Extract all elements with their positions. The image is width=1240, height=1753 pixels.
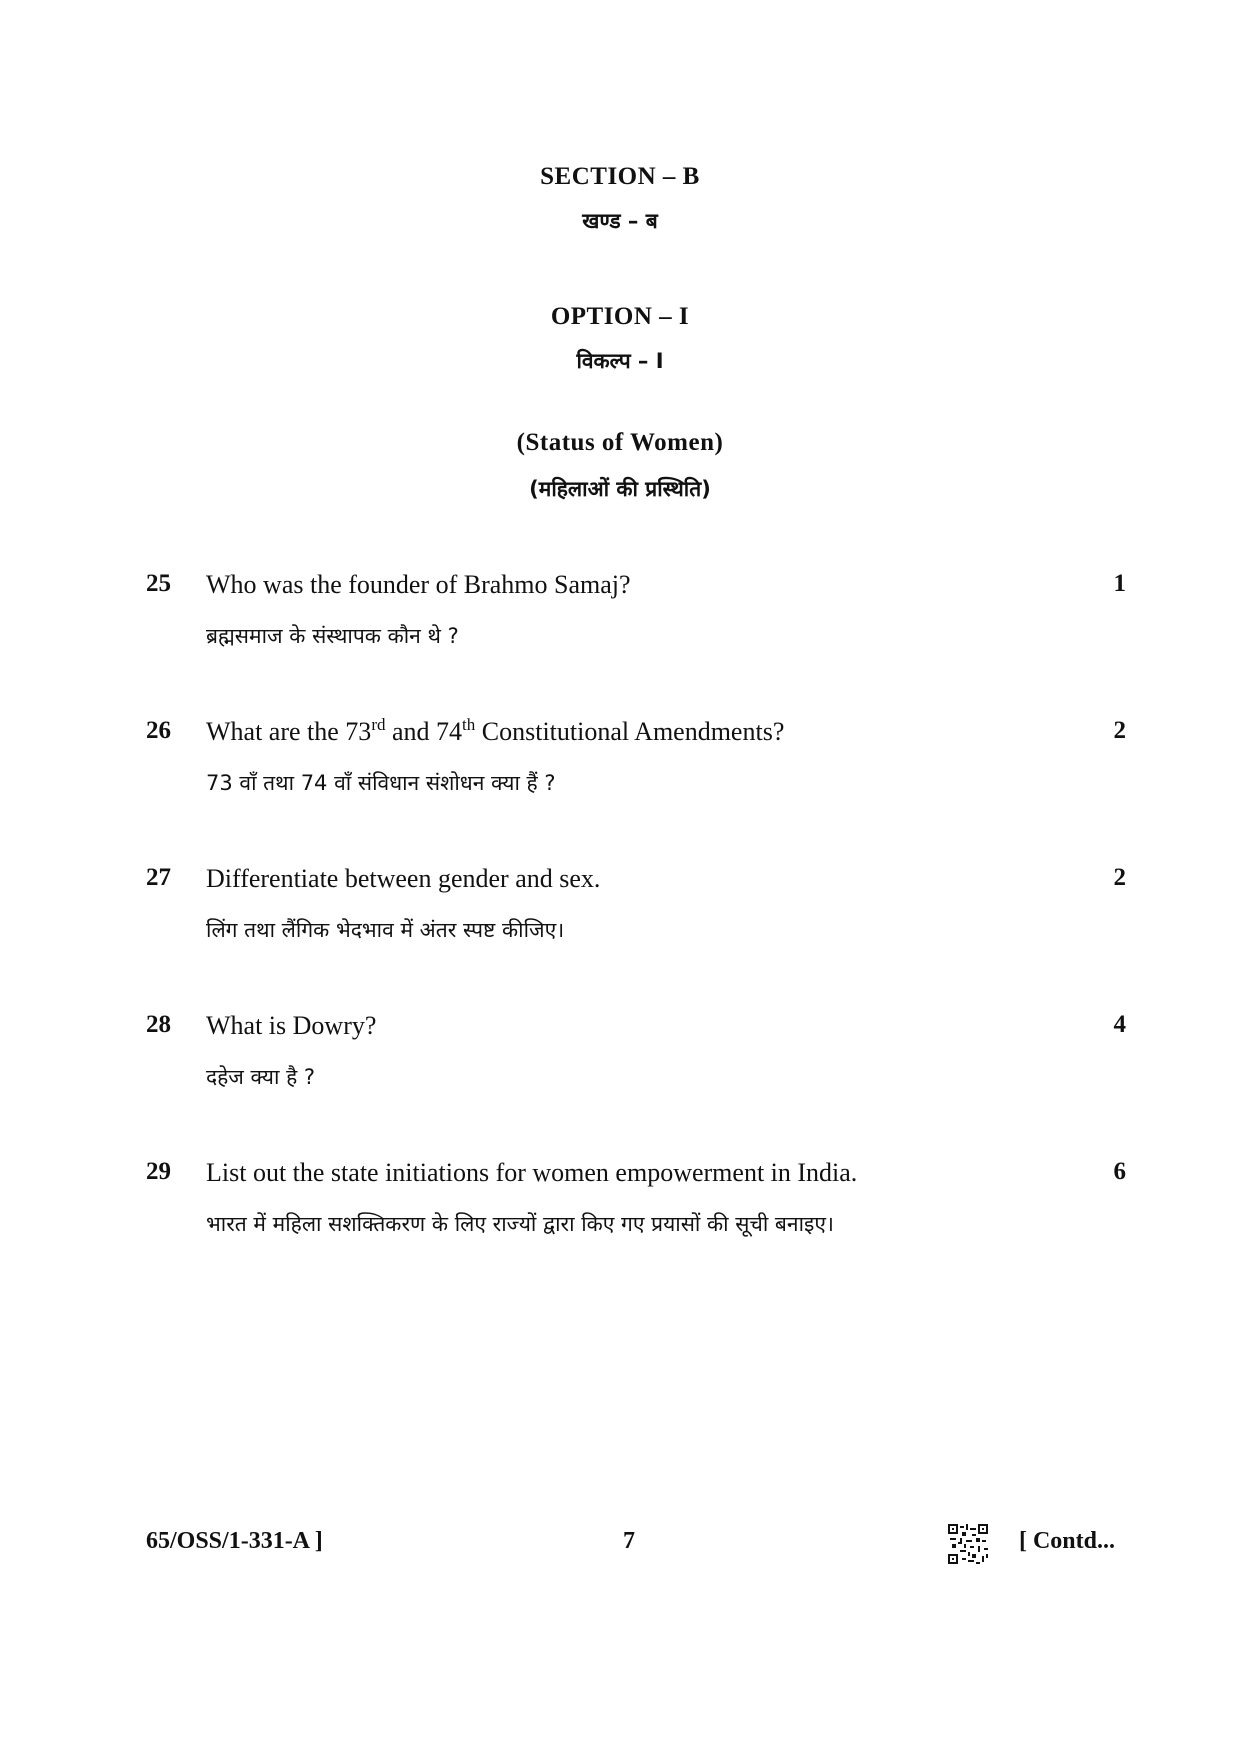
question-text-part: and 74: [385, 717, 463, 746]
question-text-hindi: लिंग तथा लैंगिक भेदभाव में अंतर स्पष्ट कीजिए।: [206, 918, 565, 942]
topic-title: (Status of Women): [516, 429, 724, 456]
question-marks: 4: [1113, 1011, 1126, 1038]
question-number: 28: [146, 1011, 171, 1038]
question-text-hindi: दहेज क्या है ?: [206, 1065, 316, 1089]
section-title-hindi: खण्ड – ब: [582, 209, 658, 233]
question-text: What is Dowry?: [206, 1011, 377, 1040]
question-number: 25: [146, 570, 171, 597]
qr-code-icon: [948, 1524, 988, 1564]
ordinal-suffix: th: [462, 715, 476, 734]
question-text: [206, 717, 784, 747]
question-marks: 1: [1113, 570, 1126, 597]
question-text: Who was the founder of Brahmo Samaj?: [206, 570, 631, 599]
paper-code: 65/OSS/1-331-A ]: [146, 1528, 323, 1554]
ordinal-suffix: rd: [371, 715, 386, 734]
question-number: 26: [146, 717, 171, 744]
question-text-part: Constitutional Amendments?: [475, 717, 785, 746]
question-text-hindi: ब्रह्मसमाज के संस्थापक कौन थे ?: [206, 624, 459, 648]
question-number: 29: [146, 1158, 171, 1185]
question-text-hindi: भारत में महिला सशक्तिकरण के लिए राज्यों द्वारा किए गए प्रयासों की सूची बनाइए।: [206, 1212, 834, 1236]
question-text-part: What are the 73: [206, 717, 372, 746]
question-text: List out the state initiations for women empowerment in India.: [206, 1158, 858, 1187]
question-text: Differentiate between gender and sex.: [206, 864, 601, 893]
question-text-hindi: 73 वाँ तथा 74 वाँ संविधान संशोधन क्या हैं ?: [206, 771, 556, 795]
question-marks: 2: [1113, 717, 1126, 744]
option-title-hindi: विकल्प – I: [576, 349, 664, 373]
page-number: 7: [623, 1528, 635, 1554]
continued-label: [ Contd...: [1018, 1528, 1115, 1554]
topic-title-hindi: (महिलाओं की प्रस्थिति): [529, 477, 711, 501]
section-title: SECTION – B: [540, 163, 700, 190]
question-marks: 2: [1113, 864, 1126, 891]
question-number: 27: [146, 864, 171, 891]
option-title: OPTION – I: [550, 303, 690, 330]
question-marks: 6: [1113, 1158, 1126, 1185]
